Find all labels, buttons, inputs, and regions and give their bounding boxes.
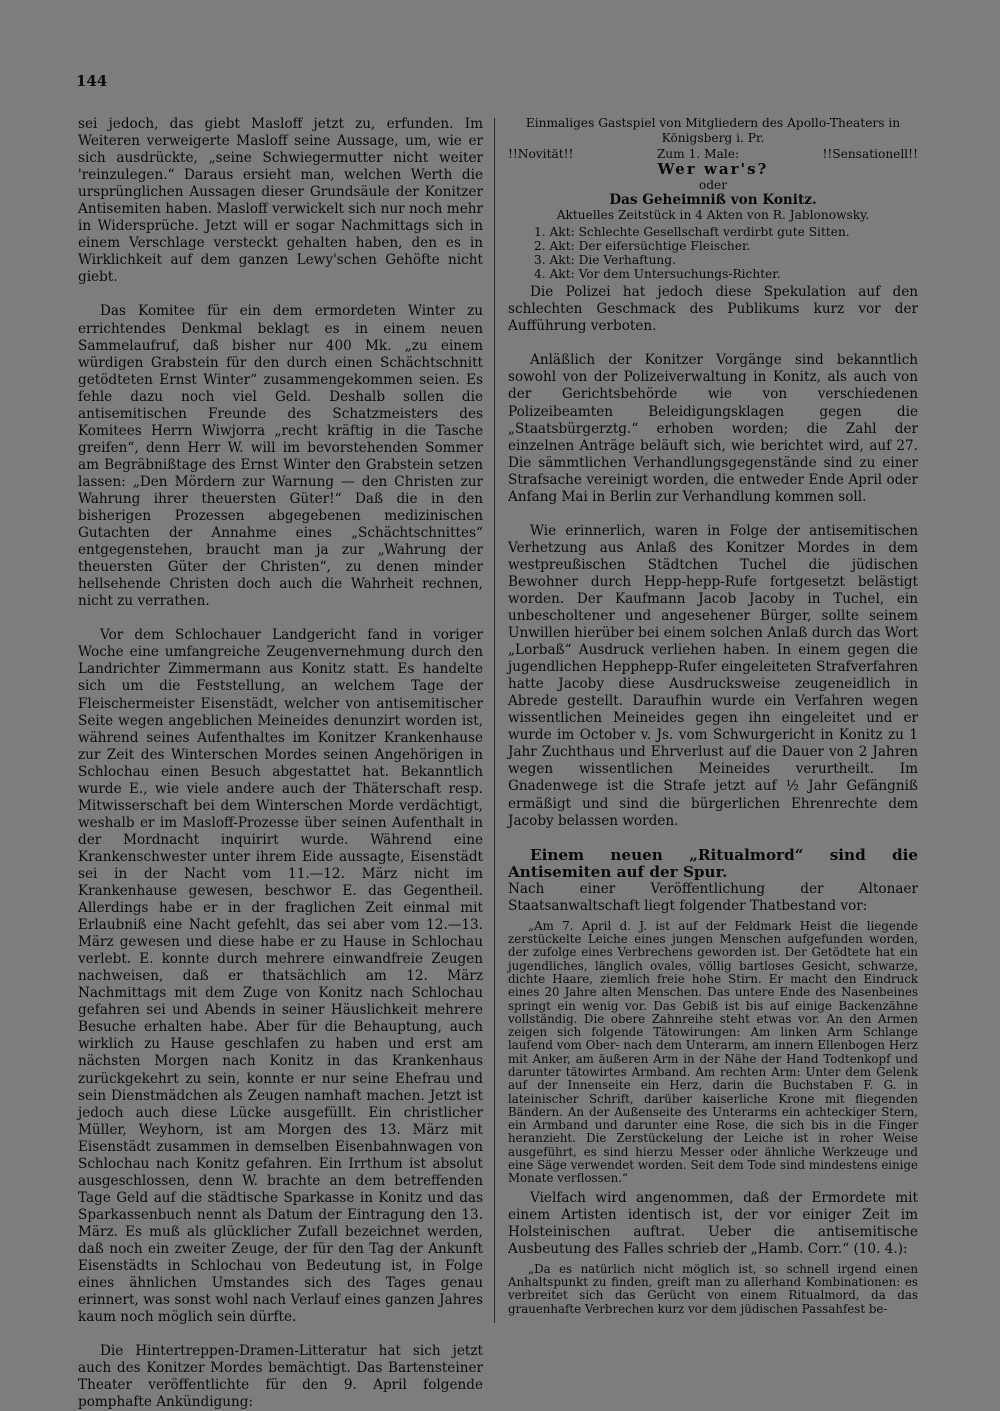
left-paragraph-3: Vor dem Schlochauer Landgericht fand in voriger Woche eine umfangreiche Zeugenvernehmung durch den Landrichter Zimmermann aus Konitz statt. Es handelte sich um die Feststellung, an welchem Tage der Fleischermeister Eisenstädt, welcher von antisemitischer Seite wegen angeblichen Meineides denunzirt worden ist, während seines Aufenthaltes im Konitzer Krankenhause zur Zeit des Winterschen Mordes seinen Angehörigen in Schlochau einen Besuch abgestattet hat. Bekanntlich wurde E., wie viele andere auch der Thäterschaft resp. Mitwisserschaft bei dem Winterschen Morde verdächtigt, weshalb er im Masloff-Prozesse über seinen Aufenthalt in der Mordnacht inquirirt wurde. Während eine Krankenschwester unter ihrem Eide aussagte, Eisenstädt sei in der Nacht vom 11.—12. März nicht im Krankenhause gewesen, beschwor E. das Gegentheil. Allerdings habe er in der fraglichen Zeit einmal mit Erlaubniß eine Nacht gefehlt, das sei aber vom 12.—13. März gewesen und diese habe er zu Hause in Schlochau verlebt. E. konnte durch mehrere einwandfreie Zeugen nachweisen, daß er thatsächlich am 12. März Nachmittags mit dem Zuge von Konitz nach Schlochau gefahren sei und Abends in seiner Häuslichkeit mehrere Besuche erhalten habe. Aber für die Behauptung, auch wirklich zu Hause geschlafen zu haben und erst am nächsten Morgen nach Konitz in das Krankenhaus zurückgekehrt zu sein, konnte er nur seine Ehefrau und sein Dienstmädchen als Zeugen namhaft machen. Jetzt ist jedoch auch diese Lücke ausgefüllt. Ein christlicher Müller, Weyhorn, ist am Morgen des 13. März mit Eisenstädt zusammen in demselben Eisenbahnwagen von Schlochau nach Konitz gefahren. Ein Irrthum ist absolut ausgeschlossen, denn W. brachte an dem betreffenden Tage Geld auf die städtische Sparkasse in Konitz und das Sparkassenbuch nennt als Datum der Eintragung den 13. März. Es muß als glücklicher Zufall bezeichnet werden, daß noch ein zweiter Zeuge, der für den Tag der Ankunft Eisenstädts in Schlochau von Bedeutung ist, in Folge eines ähnlichen Umstandes sich des Tages genau erinnert, was sonst wohl nach Verlauf eines ganzen Jahres kaum noch möglich sein dürfte. bbox=[78, 627, 483, 1326]
left-paragraph-4: Die Hintertreppen-Dramen-Litteratur hat sich jetzt auch des Konitzer Mordes bemächtigt. Das Bartensteiner Theater veröffentlichte für den 9. April folgende pomphafte Ankündigung: bbox=[78, 1343, 483, 1411]
right-paragraph-4: Vielfach wird angenommen, daß der Ermordete mit einem Artisten identisch ist, der vor einiger Zeit im Holsteinischen auftrat. Ueber die antisemitische Ausbeutung des Falles schrieb der „Hamb. Corr.“ (10. 4.): bbox=[508, 1189, 918, 1257]
ad-acts-list bbox=[534, 225, 918, 281]
left-column bbox=[78, 116, 483, 1411]
ad-title: Wer war's? bbox=[657, 160, 769, 179]
right-paragraph-3: Wie erinnerlich, waren in Folge der antisemitischen Verhetzung aus Anlaß des Konitzer Mordes in dem westpreußischen Städtchen Tuchel die jüdischen Bewohner durch Hepp-hepp-Rufe fortgesetzt belästigt worden. Der Kaufmann Jacob Jacoby in Tuchel, ein unbescholtener und angesehener Bürger, sollte seinem Unwillen hierüber bei einem solchen Anlaß durch das Wort „Lorbaß“ Ausdruck verliehen haben. In einem gegen die jugendlichen Hepphepp-Rufer eingeleiteten Strafverfahren hatte Jacoby diese Ausdrucksweise zeugeneidlich in Abrede gestellt. Daraufhin wurde ein Verfahren wegen wissentlichen Meineides gegen ihn eingeleitet und er wurde im October v. Js. vom Schwurgericht in Konitz zu 1 Jahr Zuchthaus und Ehrverlust auf die Dauer von 2 Jahren wegen wissentlichen Meineides verurtheilt. Im Gnadenwege ist die Strafe jetzt auf ½ Jahr Gefängniß ermäßigt und sind die bürgerlichen Ehrenrechte dem Jacoby belassen worden. bbox=[508, 522, 918, 829]
ad-act: 4. Akt: Vor dem Untersuchungs-Richter. bbox=[534, 267, 781, 282]
ad-tag-novelty: !!Novität!! bbox=[508, 147, 574, 162]
right-paragraph-1: Die Polizei hat jedoch diese Spekulation auf den schlechten Geschmack des Publikums kurz vor der Aufführung verboten. bbox=[508, 284, 918, 335]
quote-text: „Am 7. April d. J. ist auf der Feldmark Heist die liegende zerstückelte Leiche eines jungen Menschen aufgefunden worden, der zufolge eines Verbrechens geworden ist. Der Getödtete hat ein jugendliches, länglich ovales, völlig bartloses Gesicht, schwarze, dichte Haare, ziemlich freie hohe Stirn. Er macht den Eindruck eines 20 Jahre alten Menschen. Das untere Ende des Nasenbeines springt ein wenig vor. Das Gebiß ist bis auf einige Backenzähne vollständig. Die obere Zahnreihe steht etwas vor. An den Armen zeigen sich folgende Tätowirungen: Am linken Arm Schlange laufend vom Ober- nach dem Unterarm, am innern Ellenbogen Herz mit Anker, am äußeren Arm in der Nähe der Hand Todtenkopf und darunter tätowirtes Armband. Am rechten Arm: Unter dem Gelenk auf der Innenseite ein Herz, darin die Buchstaben F. G. in lateinischer Schrift, darüber kaiserliche Krone mit fliegenden Bändern. An der Außenseite des Unterarms ein achteckiger Stern, ein Armband und darunter eine Rose, die sich bis in die Finger heranzieht. Die Zerstückelung der Leiche ist in roher Weise ausgeführt, es sind hierzu Messer oder ähnliche Werkzeuge und eine Säge verwendet worden. Seit dem Tode sind mindestens einige Monate verflossen.“ bbox=[508, 918, 918, 1186]
ad-act: 2. Akt: Der eifersüchtige Fleischer. bbox=[534, 239, 751, 254]
left-paragraph-2: Das Komitee für ein dem ermordeten Winter zu errichtendes Denkmal beklagt es in einem neuen Sammelaufruf, daß bisher nur 400 Mk. „zu einem würdigen Grabstein für den durch einen Schächtschnitt getödteten Ernst Winter“ zusammengekommen seien. Es fehle dazu noch viel Geld. Deshalb sollen die antisemitischen Freunde des Schatzmeisters des Komitees Herrn Wiwjorra „recht kräftig in die Tasche greifen“, denn Herr W. will im bevorstehenden Sommer am Begräbnißtage des Ernst Winter den Grabstein setzen lassen: „Den Mördern zur Warnung — den Christen zur Wahrung ihrer theuersten Güter!“ Daß die in den bisherigen Prozessen abgegebenen medizinischen Gutachten der Annahme eines „Schächtschnittes“ entgegenstehen, braucht man ja zur „Wahrung der theuersten Güter der Christen“, zu denen minder hellsehende Christen doch auch die Wahrheit rechnen, nicht zu verrathen. bbox=[78, 303, 483, 610]
article-headline: Einem neuen „Ritualmord“ sind die Antisemiten auf der Spur. bbox=[508, 845, 918, 881]
column-divider bbox=[494, 118, 495, 1323]
ad-tag-sensational: !!Sensationell!! bbox=[822, 147, 918, 162]
quote-text-2: „Da es natürlich nicht möglich ist, so schnell irgend einen Anhaltspunkt zu finden, greift man zu allerhand Kombinationen: es verbreitet sich das Gerücht von einem Ritualmord, da das grauenhafte Verbrechen kurz vor dem jüdischen Passahfest be- bbox=[508, 1261, 918, 1316]
page-number: 144 bbox=[76, 72, 108, 90]
ad-subtitle: Das Geheimniß von Konitz. bbox=[609, 191, 817, 208]
right-column bbox=[508, 116, 918, 1320]
police-report-quote bbox=[508, 920, 918, 1186]
headline-continuation: Nach einer Veröffentlichung der Altonaer Staatsanwaltschaft liegt folgender Thatbestand vor: bbox=[508, 880, 918, 914]
theater-advertisement bbox=[508, 116, 918, 281]
ad-or: oder bbox=[698, 177, 728, 192]
ad-tag-first: Zum 1. Male: bbox=[656, 147, 740, 162]
ad-intro: Einmaliges Gastspiel von Mitgliedern des Apollo-Theaters in Königsberg i. Pr. bbox=[525, 116, 901, 146]
left-paragraph-1: sei jedoch, das giebt Masloff jetzt zu, erfunden. Im Weiteren verweigerte Masloff seine Aussage, um, wie er sich ausdrückte, „seine Schwiegermutter nicht weiter 'reinzulegen.“ Daraus ersieht man, welchen Werth die ursprünglichen Aussagen dieser Grundsäule der Konitzer Antisemiten haben. Masloff verwickelt sich nur noch mehr in Widersprüche. Jetzt will er sogar Nachmittags sich in einem Verschlage versteckt gehalten haben, den es in Wirklichkeit auf dem ganzen Lewy'schen Gehöfte nicht giebt. bbox=[78, 116, 483, 286]
right-paragraph-2: Anläßlich der Konitzer Vorgänge sind bekanntlich sowohl von der Polizeiverwaltung in Konitz, als auch von der Gerichtsbehörde wie von verschiedenen Polizeibeamten Beleidigungsklagen gegen die „Staatsbürgerztg.“ erhoben worden; die Zahl der einzelnen Anträge beläuft sich, wie berichtet wird, auf 27. Die sämmtlichen Verhandlungsgegenstände sind zu einer Strafsache vereinigt worden, die entweder Ende April oder Anfang Mai in Berlin zur Verhandlung kommen soll. bbox=[508, 352, 918, 505]
ad-genre: Aktuelles Zeitstück in 4 Akten von R. Jablonowsky. bbox=[556, 208, 870, 223]
ad-act: 1. Akt: Schlechte Gesellschaft verdirbt gute Sitten. bbox=[534, 225, 850, 240]
newspaper-quote bbox=[508, 1263, 918, 1316]
ad-act: 3. Akt: Die Verhaftung. bbox=[534, 253, 676, 268]
